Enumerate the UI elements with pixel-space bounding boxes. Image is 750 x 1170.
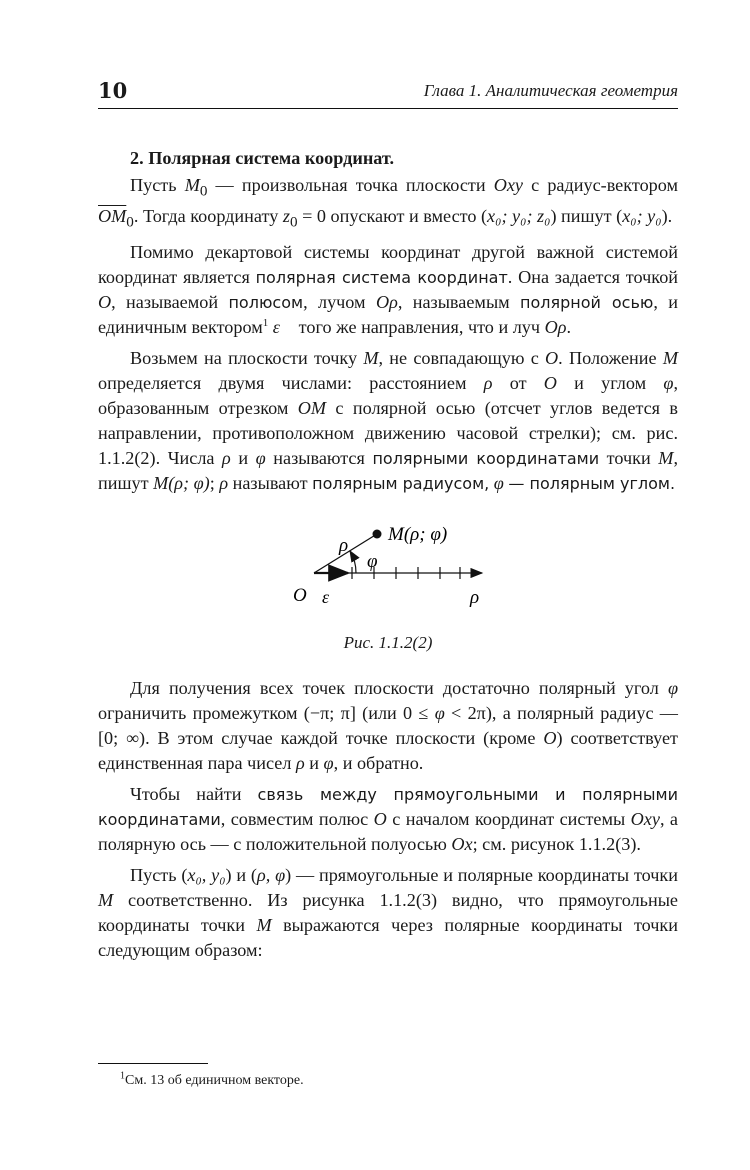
text: ). xyxy=(661,205,673,226)
math-rho: ρ xyxy=(222,448,231,469)
page-number: 10 xyxy=(98,78,128,103)
math-o: O xyxy=(543,728,557,749)
text: — произвольная точка плоскости xyxy=(207,175,494,195)
text: . Положение xyxy=(558,348,663,369)
label-phi: φ xyxy=(367,551,378,573)
math-phi: φ xyxy=(255,448,266,469)
math-m-rho-phi: M(ρ; φ) xyxy=(153,473,210,494)
text: от xyxy=(492,373,544,394)
term-polar-system: полярная система координат xyxy=(255,268,508,288)
math-oxy: Oxy xyxy=(630,809,660,830)
text: , образованным отрезком xyxy=(98,373,678,419)
page-header xyxy=(98,78,678,109)
math-m: M xyxy=(363,348,379,369)
text: = 0 опускают и вместо ( xyxy=(297,205,488,226)
label-axis-rho: ρ xyxy=(470,587,480,609)
text: соответственно. Из рисунка 1.1.2(3) видно, что прямоугольные координаты точки xyxy=(98,890,678,936)
text: , совместим полюс xyxy=(220,809,374,830)
text: ; см. рисунок 1.1.2(3). xyxy=(472,834,641,855)
paragraph-1 xyxy=(98,173,678,234)
text: называются xyxy=(265,448,373,469)
text: и xyxy=(230,448,256,469)
text: Чтобы найти xyxy=(130,784,258,805)
text: с началом координат системы xyxy=(386,809,631,830)
math-rho: ρ xyxy=(295,753,305,774)
math-phi: φ xyxy=(663,373,674,394)
term-relation: связь между прямоугольными и полярными координатами xyxy=(98,785,678,830)
math-phi: φ xyxy=(434,703,445,724)
math-m0: M xyxy=(184,175,200,195)
text: . xyxy=(566,317,572,338)
math-ox: Ox xyxy=(451,834,473,855)
math-oxy: Oxy xyxy=(493,175,523,195)
paragraph-5 xyxy=(98,782,678,857)
text: , не совпадающую с xyxy=(378,348,546,369)
text: , называемым xyxy=(397,292,521,313)
text: ) и ( xyxy=(225,865,257,886)
footnote-divider xyxy=(98,1063,208,1064)
term-polar-coords: полярными координатами xyxy=(372,449,600,469)
math-m: M xyxy=(662,348,678,369)
math-z0: z xyxy=(282,205,290,226)
footnote-mark: 1 xyxy=(120,1070,125,1082)
subscript: 0 xyxy=(199,182,208,200)
text: ограничить промежутком (−π; π] (или 0 ≤ xyxy=(98,703,435,724)
subscript: 0 xyxy=(126,213,134,231)
text: , лучом xyxy=(303,292,376,313)
point-m xyxy=(373,530,382,539)
paragraph-2 xyxy=(98,240,678,340)
footnote xyxy=(120,1070,304,1089)
text: Пусть xyxy=(130,175,185,195)
math-eps: ε⃗ xyxy=(272,317,295,338)
text: ) пишут ( xyxy=(550,205,623,226)
figure-polar xyxy=(98,508,678,668)
math-xyz0: x₀; y₀; z₀ xyxy=(487,205,551,226)
text: . Тогда координату xyxy=(133,205,283,226)
math-phi: φ xyxy=(667,678,678,699)
text: , а полярную ось — с положительной полуосью xyxy=(98,809,678,855)
math-orho: Oρ xyxy=(544,317,567,338)
text: ) соответствует единственная пара чисел xyxy=(98,728,678,774)
math-o: O xyxy=(98,292,112,313)
term-polar-axis: полярной осью xyxy=(520,293,654,313)
math-xy0: x₀; y₀ xyxy=(622,205,662,226)
text: Для получения всех точек плоскости достаточно полярный угол xyxy=(130,678,668,699)
text: точки xyxy=(599,448,659,469)
text: того же направления, что и луч xyxy=(294,317,545,338)
text: < 2π), а полярный радиус — [0; ∞). В этом случае каждой точке плоскости (кроме xyxy=(98,703,678,749)
paragraph-3 xyxy=(98,346,678,496)
math-m: M xyxy=(658,448,674,469)
math-rho-phi: ρ, φ xyxy=(257,865,286,886)
text: Пусть ( xyxy=(130,865,188,886)
polar-diagram xyxy=(98,508,678,638)
text: Помимо декартовой системы координат другой важной системой координат является xyxy=(98,242,678,288)
text: и xyxy=(304,753,324,774)
math-rho: ρ xyxy=(219,473,229,494)
math-phi: φ xyxy=(323,753,334,774)
math-m: M xyxy=(98,890,114,911)
math-rho: ρ xyxy=(483,373,493,394)
text: с полярной осью (отсчет углов ведется в направлении, противоположном движению часовой стрелки); см. рис. 1.1.2(2). Числа xyxy=(98,398,678,469)
paragraph-6 xyxy=(98,863,678,963)
text: с радиус-вектором xyxy=(523,175,679,195)
text: определяется двумя числами: расстоянием xyxy=(98,373,484,394)
paragraph-4 xyxy=(98,676,678,776)
label-eps: ε⃗ xyxy=(322,587,344,608)
text: Возьмем на плоскости точку xyxy=(130,348,364,369)
math-om: OM xyxy=(297,398,327,419)
subscript: 0 xyxy=(289,213,298,231)
math-o: O xyxy=(545,348,559,369)
math-orho: Oρ xyxy=(375,292,398,313)
text: ; xyxy=(209,473,220,494)
math-o: O xyxy=(543,373,557,394)
math-phi: φ xyxy=(493,473,504,494)
label-rho-segment: ρ xyxy=(339,535,349,557)
running-head: Глава 1. Аналитическая геометрия xyxy=(423,81,678,100)
text: ) — прямоугольные и полярные координаты точки xyxy=(285,865,678,886)
math-o: O xyxy=(373,809,387,830)
main-content xyxy=(98,145,678,969)
figure-caption: Рис. 1.1.2(2) xyxy=(343,633,433,653)
label-point-m: M(ρ; φ) xyxy=(388,524,448,546)
text: и углом xyxy=(556,373,664,394)
term-polar-radius: полярным радиусом, xyxy=(312,474,490,494)
math-xy0: x₀, y₀ xyxy=(187,865,226,886)
label-origin: O xyxy=(293,585,307,607)
angle-arc xyxy=(350,551,356,573)
text: , и обратно. xyxy=(333,753,424,774)
term-pole: полюсом xyxy=(228,293,304,313)
section-title: 2. Полярная система координат. xyxy=(130,148,395,168)
math-vector-om0: $\overline{OM}$ xyxy=(98,205,127,226)
text: называют xyxy=(228,473,313,494)
term-polar-angle: — полярным углом. xyxy=(508,474,676,494)
text: . Она задается точкой xyxy=(507,267,679,288)
text: , пишут xyxy=(98,448,678,494)
footnote-ref[interactable]: 1 xyxy=(262,317,269,330)
text: выражаются через полярные координаты точки следующим образом: xyxy=(98,915,678,961)
math-m: M xyxy=(256,915,272,936)
text: , и единичным вектором xyxy=(98,292,678,338)
text: , называемой xyxy=(111,292,229,313)
footnote-text: См. 13 об единичном векторе. xyxy=(125,1073,304,1088)
